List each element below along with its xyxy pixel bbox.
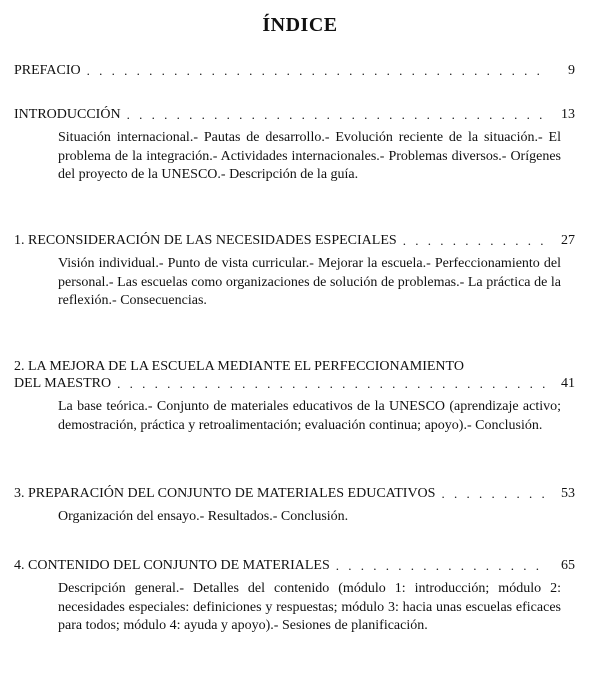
toc-page-number: 65 [561, 558, 575, 573]
leader-dots [441, 485, 549, 502]
toc-entry-description: La base teórica.- Conjunto de materiales educativos de la UNESCO (aprendizaje activo; demostración, práctica y retroalimentación; evaluación continua; apoyo).- Conclusión. [58, 399, 561, 433]
toc-entry-heading[interactable] [14, 358, 575, 392]
leader-dots [87, 62, 549, 79]
toc-entry-heading[interactable] [14, 557, 575, 574]
toc-entry-description: Situación internacional.- Pautas de desarrollo.- Evolución reciente de la situación.- El problema de la integración.- Actividades internacionales.- Problemas diversos.- Orígenes del proyecto de la UNESCO.- Descripción de la guía. [58, 130, 561, 183]
toc-entry-heading[interactable] [14, 106, 575, 123]
leader-dots [336, 557, 549, 574]
toc-entry-label: 3. PREPARACIÓN DEL CONJUNTO DE MATERIALES EDUCATIVOS [14, 486, 436, 501]
toc-entry-introduccion[interactable] [14, 106, 575, 185]
toc-entry-heading[interactable] [14, 232, 575, 249]
toc-page-number: 27 [561, 233, 575, 248]
toc-entry-heading[interactable] [14, 62, 575, 79]
toc-entry-chapter-1[interactable] [14, 232, 575, 311]
toc-entry-chapter-3[interactable] [14, 485, 575, 527]
toc-entry-chapter-4[interactable] [14, 557, 575, 636]
toc-page-number: 53 [561, 486, 575, 501]
toc-entry-prefacio[interactable] [14, 62, 575, 79]
toc-entry-label: PREFACIO [14, 63, 81, 78]
toc-entry-label-line2: DEL MAESTRO [14, 376, 112, 391]
toc-entry-label: INTRODUCCIÓN [14, 107, 121, 122]
toc-entry-chapter-2[interactable] [14, 358, 575, 435]
toc-entry-label: 1. RECONSIDERACIÓN DE LAS NECESIDADES ESPECIALES [14, 233, 397, 248]
leader-dots [117, 375, 549, 392]
toc-entry-label-line1: 2. LA MEJORA DE LA ESCUELA MEDIANTE EL PERFECCIONAMIENTO [14, 359, 464, 374]
toc-entry-heading[interactable] [14, 485, 575, 502]
toc-entry-description: Visión individual.- Punto de vista curricular.- Mejorar la escuela.- Perfeccionamiento del personal.- Las escuelas como organizaciones de solución de problemas.- La práctica de la reflexión.- Consecuencias. [58, 256, 561, 309]
page-title: ÍNDICE [262, 14, 338, 36]
toc-page-number: 13 [561, 107, 575, 122]
toc-page-number: 41 [561, 376, 575, 391]
leader-dots [127, 106, 549, 123]
toc-entry-description: Descripción general.- Detalles del contenido (módulo 1: introducción; módulo 2: necesidades especiales: definiciones y respuestas; módulo 3: hacia unas escuelas eficaces para todos; módulo 4: ayuda y apoyo).- Sesiones de planificación. [58, 581, 561, 634]
leader-dots [403, 232, 549, 249]
toc-page-number: 9 [568, 63, 575, 78]
toc-entry-label: 4. CONTENIDO DEL CONJUNTO DE MATERIALES [14, 558, 330, 573]
toc-entry-description: Organización del ensayo.- Resultados.- Conclusión. [58, 509, 349, 524]
